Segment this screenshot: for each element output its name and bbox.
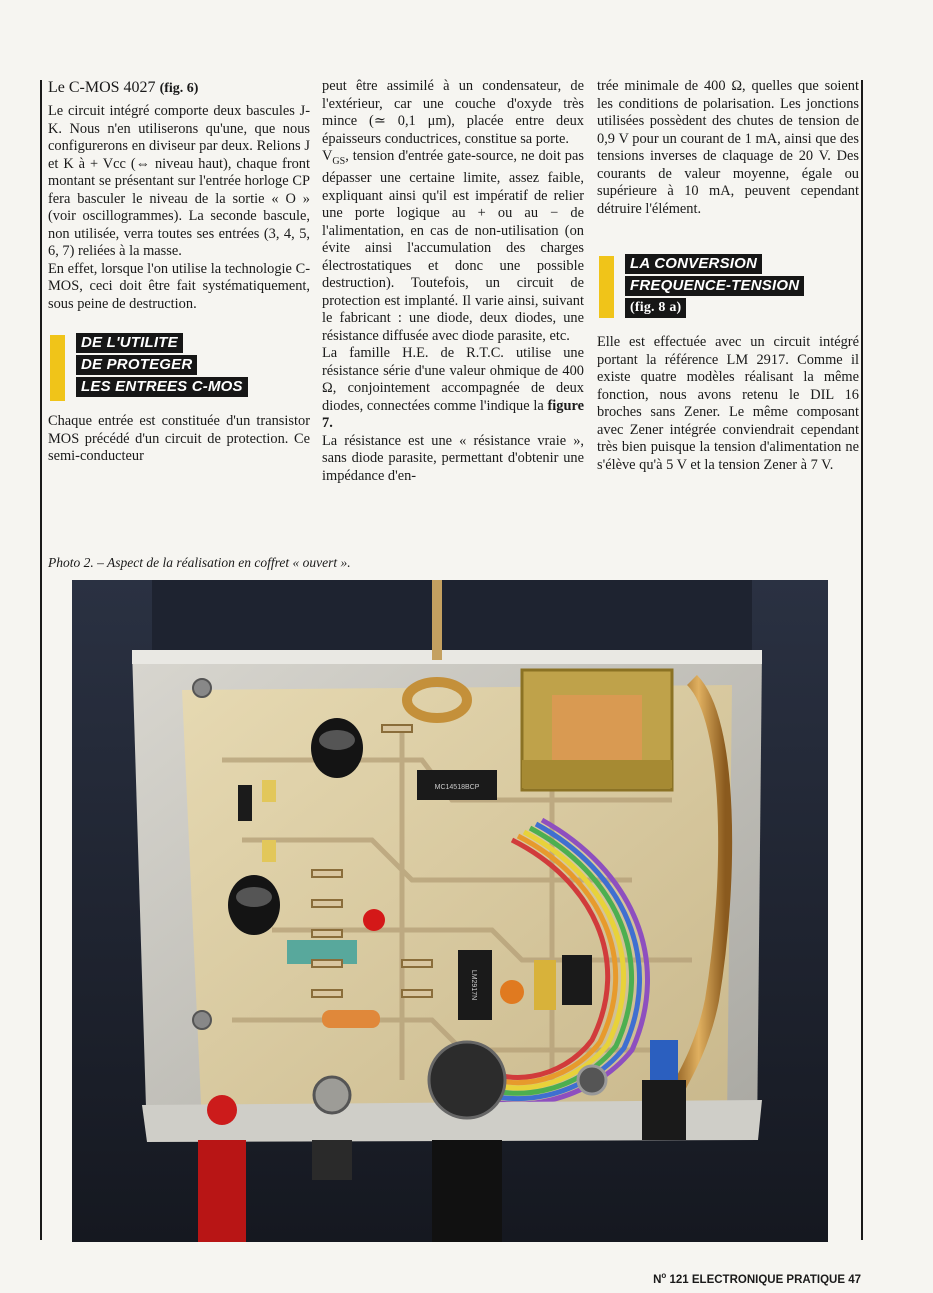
transformer	[522, 670, 672, 790]
rotary-knob	[429, 1042, 505, 1118]
jack-socket	[578, 1066, 606, 1094]
right-rule	[861, 80, 863, 1240]
ic-chip	[562, 955, 592, 1005]
box-heading-line: LES ENTREES C-MOS	[76, 377, 248, 397]
capacitor-orange	[322, 1010, 380, 1028]
paragraph: Elle est effectuée avec un circuit intégré portant la référence LM 2917. Comme il existe quatre modèles réalisant la même fonction, nous avons retenu le DIL 16 broches sans Zener. Le même composant avec Zener intégrée conviendrait cependant très bien puisque la tension d'alimentation ne s'élève qu'à 5 V et la tension Zener à 7 V.	[597, 334, 859, 473]
section-box-protection	[48, 333, 310, 397]
page-footer: $N^o$ 121 ELECTRONIQUE PRATIQUE 47	[653, 1271, 861, 1286]
yellow-bar	[50, 335, 65, 401]
ic-chip	[458, 950, 492, 1020]
box-heading-line: DE L'UTILITE	[76, 333, 183, 353]
red-terminal	[198, 1140, 246, 1242]
left-rule	[40, 80, 42, 1240]
column-3	[597, 78, 859, 474]
paragraph: Chaque entrée est constituée d'un transistor MOS précédé d'un circuit de protection. Ce semi-conducteur	[48, 413, 310, 464]
paragraph: La résistance est une « résistance vraie », sans diode parasite, permettant d'obtenir une impédance d'en-	[322, 432, 584, 484]
blue-switch	[650, 1040, 678, 1080]
column-1	[48, 78, 310, 466]
box-heading-line: FREQUENCE-TENSION	[625, 276, 804, 296]
photo-caption: Photo 2. – Aspect de la réalisation en coffret « ouvert ».	[48, 555, 351, 570]
paragraph: La famille H.E. de R.T.C. utilise une résistance série d'une valeur ohmique de 400 Ω, conjointement accompagnée de deux diodes, connectées comme l'indique la figure 7.	[322, 345, 584, 432]
paragraph: peut être assimilé à un condensateur, de l'extérieur, car une couche d'oxyde très mince (≃ 0,1 μm), placée entre deux épaisseurs conductrices, constitue sa porte.	[322, 78, 584, 147]
box-heading-line: LA CONVERSION	[625, 254, 762, 274]
paragraph: Le circuit intégré comporte deux bascules J-K. Nous n'en utiliserons qu'une, que nous configurerons en diviseur par deux. Relions J et K à + Vcc (⇔ niveau haut), chaque front montant se présentant sur l'entrée horloge CP fera basculer le niveau de la sortie « O » (voir oscillogrammes). La seconde bascule, non utilisée, verra toutes ses entrées (3, 4, 5, 6, 7) reliées à la masse.	[48, 103, 310, 259]
paragraph: En effet, lorsque l'on utilise la technologie C-MOS, ceci doit être fait systématiquement, sous peine de destruction.	[48, 260, 310, 312]
circuit-board-photo	[72, 580, 828, 1242]
section-heading-cmos4027: Le C-MOS 4027 (fig. 6)	[48, 79, 199, 96]
section-box-conversion	[597, 254, 859, 318]
ic-chip	[417, 770, 497, 800]
svg-text:LM2917N: LM2917N	[470, 969, 477, 1001]
red-terminal	[207, 1095, 237, 1125]
paragraph: trée minimale de 400 Ω, quelles que soient les conditions de polarisation. Les jonctions utilisées possèdent des chutes de tension de 0,9 V pour un courant de 1 mA, ainsi que des tensions inverses de claquage de 20 V. Des courants de valeur moyenne, égale ou supérieure à 10 mA, peuvent cependant détruire l'élément.	[597, 78, 859, 217]
column-2	[322, 78, 584, 485]
svg-text:MC14518BCP: MC14518BCP	[434, 784, 480, 791]
box-heading-ref: (fig. 8 a)	[625, 298, 686, 318]
yellow-bar	[599, 256, 614, 318]
paragraph: $V_{GS}$, tension d'entrée gate-source, ne doit pas dépasser une certaine limite, assez faible, expliquant ainsi qu'il est impératif de relier une porte logique au + ou au − de l'alimentation, en cas de non-utilisation (on évite ainsi l'accumulation des charges électrostatiques et donc une possible destruction). Toutefois, un circuit de protection est implanté. Il varie ainsi, suivant le fabricant : une diode, deux diodes, une résistance diffusée avec diode parasite, etc.	[322, 148, 584, 344]
box-heading-line: DE PROTEGER	[76, 355, 197, 375]
bnc-connector	[314, 1077, 350, 1113]
